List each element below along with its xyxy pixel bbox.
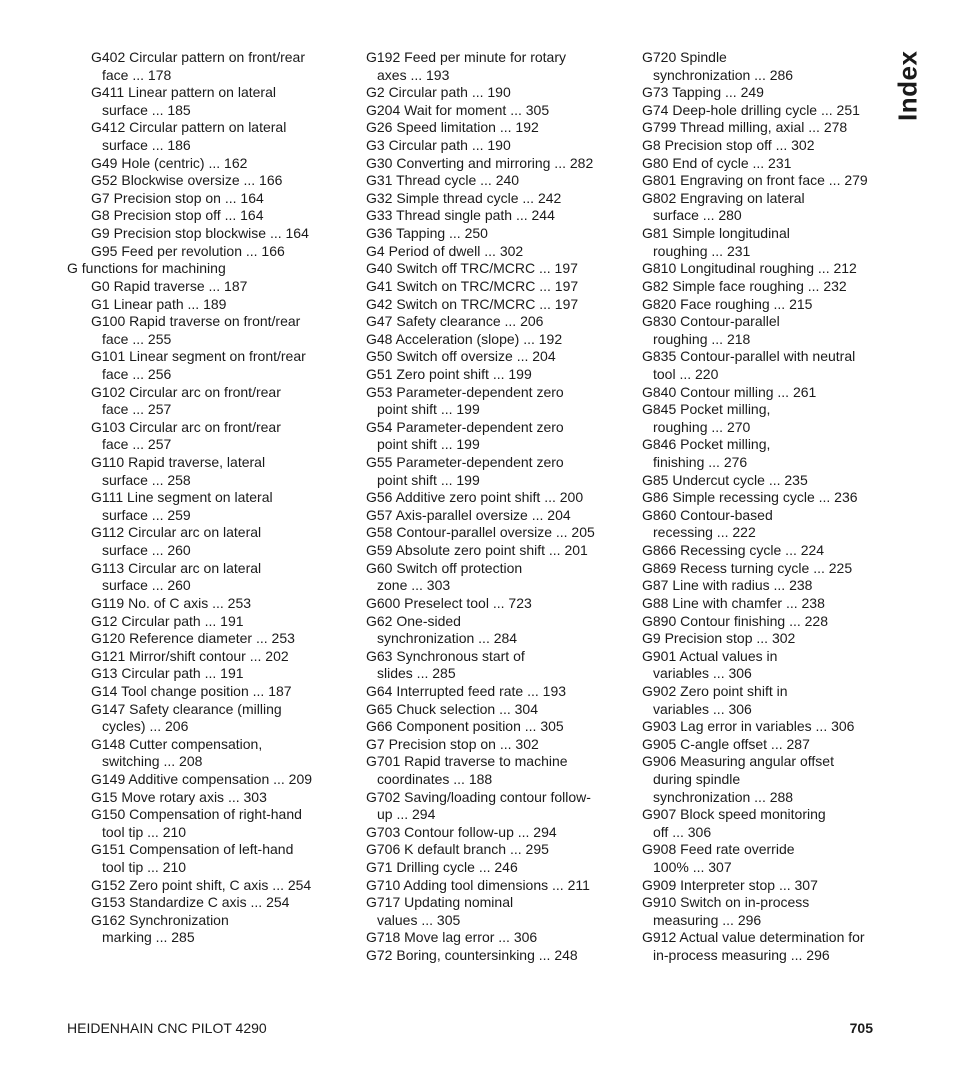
index-column-2 bbox=[366, 49, 628, 965]
index-entry: G835 Contour-parallel with neutral bbox=[642, 348, 856, 365]
index-entry: G102 Circular arc on front/rear bbox=[91, 383, 281, 400]
index-entry-continuation: variables ... 306 bbox=[653, 665, 752, 682]
index-heading-entry: G functions for machining bbox=[67, 260, 226, 277]
index-entry-continuation: tool tip ... 210 bbox=[102, 823, 187, 840]
index-entry: G47 Safety clearance ... 206 bbox=[366, 313, 544, 330]
index-entry-continuation: surface ... 259 bbox=[102, 506, 191, 523]
index-entry: G101 Linear segment on front/rear bbox=[91, 348, 306, 365]
index-entry-continuation: tool tip ... 210 bbox=[102, 859, 187, 876]
index-entry: G149 Additive compensation ... 209 bbox=[91, 770, 313, 787]
index-entry: G9 Precision stop ... 302 bbox=[642, 630, 796, 647]
index-entry: G112 Circular arc on lateral bbox=[91, 524, 262, 541]
index-entry-continuation: roughing ... 218 bbox=[653, 330, 751, 347]
index-entry-continuation: during spindle bbox=[653, 770, 741, 787]
index-entry: G73 Tapping ... 249 bbox=[642, 84, 764, 101]
index-entry-continuation: surface ... 186 bbox=[102, 137, 191, 154]
index-entry: G150 Compensation of right-hand bbox=[91, 806, 302, 823]
index-entry: G153 Standardize C axis ... 254 bbox=[91, 894, 290, 911]
index-entry: G162 Synchronization bbox=[91, 911, 229, 928]
index-entry: G26 Speed limitation ... 192 bbox=[366, 119, 539, 136]
index-entry: G845 Pocket milling, bbox=[642, 401, 771, 418]
index-entry: G119 No. of C axis ... 253 bbox=[91, 594, 252, 611]
index-entry: G53 Parameter-dependent zero bbox=[366, 383, 564, 400]
index-entry-continuation: marking ... 285 bbox=[102, 929, 195, 946]
index-entry: G58 Contour-parallel oversize ... 205 bbox=[366, 524, 595, 541]
index-entry-continuation: surface ... 260 bbox=[102, 542, 191, 559]
index-entry: G8 Precision stop off ... 164 bbox=[91, 207, 264, 224]
index-entry-continuation: off ... 306 bbox=[653, 823, 712, 840]
footer-manual-title: HEIDENHAIN CNC PILOT 4290 bbox=[67, 1020, 267, 1036]
index-entry: G51 Zero point shift ... 199 bbox=[366, 365, 532, 382]
index-entry: G151 Compensation of left-hand bbox=[91, 841, 294, 858]
index-entry: G54 Parameter-dependent zero bbox=[366, 418, 564, 435]
index-entry-continuation: surface ... 260 bbox=[102, 577, 191, 594]
index-entry: G7 Precision stop on ... 302 bbox=[366, 735, 539, 752]
index-entry-continuation: face ... 257 bbox=[102, 436, 172, 453]
index-entry: G13 Circular path ... 191 bbox=[91, 665, 244, 682]
index-entry: G703 Contour follow-up ... 294 bbox=[366, 823, 557, 840]
index-entry: G710 Adding tool dimensions ... 211 bbox=[366, 876, 590, 893]
index-entry: G802 Engraving on lateral bbox=[642, 189, 805, 206]
index-entry: G901 Actual values in bbox=[642, 647, 778, 664]
index-entry: G120 Reference diameter ... 253 bbox=[91, 630, 295, 647]
index-entry: G85 Undercut cycle ... 235 bbox=[642, 471, 808, 488]
index-entry: G74 Deep-hole drilling cycle ... 251 bbox=[642, 101, 860, 118]
index-entry: G701 Rapid traverse to machine bbox=[366, 753, 568, 770]
index-entry: G86 Simple recessing cycle ... 236 bbox=[642, 489, 858, 506]
index-entry: G64 Interrupted feed rate ... 193 bbox=[366, 682, 567, 699]
index-entry: G59 Absolute zero point shift ... 201 bbox=[366, 542, 588, 559]
index-entry-continuation: point shift ... 199 bbox=[377, 436, 480, 453]
index-entry: G110 Rapid traverse, lateral bbox=[91, 454, 266, 471]
index-entry: G15 Move rotary axis ... 303 bbox=[91, 788, 267, 805]
index-entry: G103 Circular arc on front/rear bbox=[91, 418, 281, 435]
index-entry: G912 Actual value determination for bbox=[642, 929, 865, 946]
index-entry-continuation: surface ... 258 bbox=[102, 471, 191, 488]
index-entry: G14 Tool change position ... 187 bbox=[91, 682, 292, 699]
index-entry-continuation: zone ... 303 bbox=[377, 577, 451, 594]
index-entry: G50 Switch off oversize ... 204 bbox=[366, 348, 556, 365]
index-entry: G411 Linear pattern on lateral bbox=[91, 84, 276, 101]
index-entry: G88 Line with chamfer ... 238 bbox=[642, 594, 825, 611]
index-entry-continuation: point shift ... 199 bbox=[377, 401, 480, 418]
index-side-title: Index bbox=[892, 50, 923, 122]
index-entry: G801 Engraving on front face ... 279 bbox=[642, 172, 868, 189]
index-entry: G113 Circular arc on lateral bbox=[91, 559, 262, 576]
index-entry: G31 Thread cycle ... 240 bbox=[366, 172, 520, 189]
index-entry: G9 Precision stop blockwise ... 164 bbox=[91, 225, 309, 242]
index-entry: G910 Switch on in-process bbox=[642, 894, 810, 911]
index-entry: G100 Rapid traverse on front/rear bbox=[91, 313, 301, 330]
index-entry-continuation: point shift ... 199 bbox=[377, 471, 480, 488]
index-entry: G65 Chuck selection ... 304 bbox=[366, 700, 538, 717]
index-entry: G869 Recess turning cycle ... 225 bbox=[642, 559, 853, 576]
index-entry: G36 Tapping ... 250 bbox=[366, 225, 488, 242]
index-entry: G41 Switch on TRC/MCRC ... 197 bbox=[366, 277, 579, 294]
index-entry-continuation: 100% ... 307 bbox=[653, 859, 732, 876]
index-entry: G192 Feed per minute for rotary bbox=[366, 49, 566, 65]
index-entry: G95 Feed per revolution ... 166 bbox=[91, 242, 285, 259]
index-entry: G7 Precision stop on ... 164 bbox=[91, 189, 264, 206]
index-entry: G81 Simple longitudinal bbox=[642, 225, 790, 242]
index-entry-continuation: values ... 305 bbox=[377, 911, 461, 928]
index-entry: G148 Cutter compensation, bbox=[91, 735, 263, 752]
index-entry: G906 Measuring angular offset bbox=[642, 753, 834, 770]
index-entry-continuation: cycles) ... 206 bbox=[102, 718, 189, 735]
index-entry: G121 Mirror/shift contour ... 202 bbox=[91, 647, 289, 664]
index-entry: G63 Synchronous start of bbox=[366, 647, 525, 664]
index-entry: G909 Interpreter stop ... 307 bbox=[642, 876, 818, 893]
index-entry: G718 Move lag error ... 306 bbox=[366, 929, 538, 946]
index-entry-continuation: roughing ... 231 bbox=[653, 242, 751, 259]
index-entry: G62 One-sided bbox=[366, 612, 461, 629]
index-entry-continuation: face ... 256 bbox=[102, 365, 172, 382]
index-entry: G40 Switch off TRC/MCRC ... 197 bbox=[366, 260, 578, 277]
index-entry: G82 Simple face roughing ... 232 bbox=[642, 277, 847, 294]
index-entry: G32 Simple thread cycle ... 242 bbox=[366, 189, 562, 206]
index-entry: G49 Hole (centric) ... 162 bbox=[91, 154, 248, 171]
index-entry-continuation: in-process measuring ... 296 bbox=[653, 947, 830, 964]
index-entry: G866 Recessing cycle ... 224 bbox=[642, 542, 825, 559]
index-entry: G890 Contour finishing ... 228 bbox=[642, 612, 829, 629]
index-entry: G111 Line segment on lateral bbox=[91, 489, 273, 506]
index-entry: G706 K default branch ... 295 bbox=[366, 841, 549, 858]
index-entry-continuation: synchronization ... 284 bbox=[377, 630, 518, 647]
index-entry-continuation: coordinates ... 188 bbox=[377, 770, 493, 787]
index-entry-continuation: face ... 178 bbox=[102, 66, 172, 83]
index-entry: G810 Longitudinal roughing ... 212 bbox=[642, 260, 857, 277]
index-entry: G87 Line with radius ... 238 bbox=[642, 577, 813, 594]
footer-page-number: 705 bbox=[849, 1020, 873, 1036]
index-column-1 bbox=[67, 49, 347, 947]
index-entry: G903 Lag error in variables ... 306 bbox=[642, 718, 855, 735]
index-entry-continuation: face ... 257 bbox=[102, 401, 172, 418]
index-entry: G204 Wait for moment ... 305 bbox=[366, 101, 550, 118]
index-entry: G57 Axis-parallel oversize ... 204 bbox=[366, 506, 571, 523]
index-entry-continuation: roughing ... 270 bbox=[653, 418, 751, 435]
index-entry: G720 Spindle bbox=[642, 49, 727, 65]
index-entry: G402 Circular pattern on front/rear bbox=[91, 49, 305, 65]
index-entry: G1 Linear path ... 189 bbox=[91, 295, 227, 312]
index-entry-continuation: face ... 255 bbox=[102, 330, 172, 347]
index-entry-continuation: up ... 294 bbox=[377, 806, 436, 823]
index-entry: G8 Precision stop off ... 302 bbox=[642, 137, 815, 154]
index-entry: G52 Blockwise oversize ... 166 bbox=[91, 172, 283, 189]
index-entry: G907 Block speed monitoring bbox=[642, 806, 826, 823]
index-entry: G412 Circular pattern on lateral bbox=[91, 119, 287, 136]
index-entry: G846 Pocket milling, bbox=[642, 436, 771, 453]
index-entry-continuation: surface ... 280 bbox=[653, 207, 742, 224]
index-entry: G42 Switch on TRC/MCRC ... 197 bbox=[366, 295, 579, 312]
index-entry: G799 Thread milling, axial ... 278 bbox=[642, 119, 848, 136]
index-entry: G66 Component position ... 305 bbox=[366, 718, 564, 735]
index-column-3 bbox=[642, 49, 892, 965]
index-entry: G71 Drilling cycle ... 246 bbox=[366, 859, 518, 876]
index-entry: G2 Circular path ... 190 bbox=[366, 84, 511, 101]
index-entry-continuation: finishing ... 276 bbox=[653, 454, 748, 471]
index-entry: G905 C-angle offset ... 287 bbox=[642, 735, 810, 752]
index-entry-continuation: surface ... 185 bbox=[102, 101, 191, 118]
index-entry: G902 Zero point shift in bbox=[642, 682, 788, 699]
index-entry: G830 Contour-parallel bbox=[642, 313, 780, 330]
index-entry: G702 Saving/loading contour follow- bbox=[366, 788, 591, 805]
index-entry: G717 Updating nominal bbox=[366, 894, 514, 911]
index-entry: G33 Thread single path ... 244 bbox=[366, 207, 555, 224]
index-entry: G820 Face roughing ... 215 bbox=[642, 295, 813, 312]
index-entry-continuation: recessing ... 222 bbox=[653, 524, 756, 541]
index-entry: G600 Preselect tool ... 723 bbox=[366, 594, 532, 611]
index-entry-continuation: tool ... 220 bbox=[653, 365, 719, 382]
index-entry: G12 Circular path ... 191 bbox=[91, 612, 244, 629]
index-entry: G48 Acceleration (slope) ... 192 bbox=[366, 330, 563, 347]
index-entry-continuation: synchronization ... 286 bbox=[653, 66, 794, 83]
index-entry: G147 Safety clearance (milling bbox=[91, 700, 282, 717]
index-entry: G0 Rapid traverse ... 187 bbox=[91, 277, 248, 294]
index-entry: G840 Contour milling ... 261 bbox=[642, 383, 817, 400]
index-entry: G30 Converting and mirroring ... 282 bbox=[366, 154, 594, 171]
index-entry-continuation: axes ... 193 bbox=[377, 66, 450, 83]
index-entry: G908 Feed rate override bbox=[642, 841, 795, 858]
index-entry: G4 Period of dwell ... 302 bbox=[366, 242, 524, 259]
index-entry-continuation: variables ... 306 bbox=[653, 700, 752, 717]
index-entry: G152 Zero point shift, C axis ... 254 bbox=[91, 876, 312, 893]
index-entry: G860 Contour-based bbox=[642, 506, 773, 523]
index-entry-continuation: synchronization ... 288 bbox=[653, 788, 794, 805]
index-entry-continuation: measuring ... 296 bbox=[653, 911, 762, 928]
index-entry: G56 Additive zero point shift ... 200 bbox=[366, 489, 584, 506]
index-entry-continuation: switching ... 208 bbox=[102, 753, 203, 770]
index-entry: G72 Boring, countersinking ... 248 bbox=[366, 947, 578, 964]
index-entry: G80 End of cycle ... 231 bbox=[642, 154, 792, 171]
index-entry: G55 Parameter-dependent zero bbox=[366, 454, 564, 471]
index-entry: G3 Circular path ... 190 bbox=[366, 137, 511, 154]
index-entry: G60 Switch off protection bbox=[366, 559, 523, 576]
index-entry-continuation: slides ... 285 bbox=[377, 665, 456, 682]
